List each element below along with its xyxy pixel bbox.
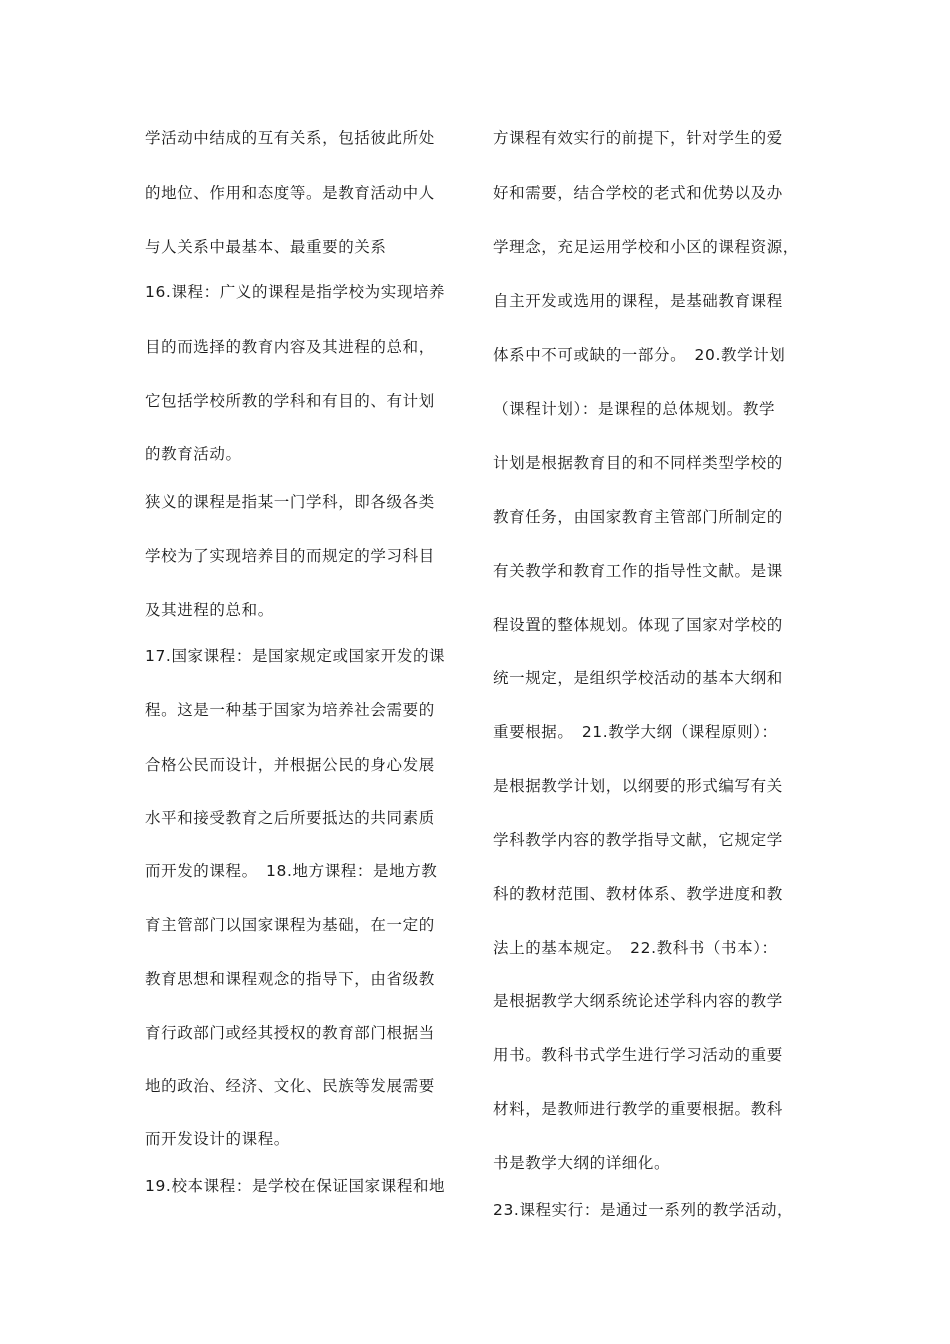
text-line: 16.课程：广义的课程是指学校为实现培养	[145, 283, 446, 301]
text-line: 是根据教学大纲系统论述学科内容的教学	[493, 992, 783, 1010]
text-line: 学活动中结成的互有关系，包括彼此所处	[145, 129, 435, 147]
text-line: 教育思想和课程观念的指导下，由省级教	[145, 970, 435, 988]
text-line: 水平和接受教育之后所要抵达的共同素质	[145, 809, 435, 827]
text-line: 学校为了实现培养目的而规定的学习科目	[145, 547, 435, 565]
text-line: 它包括学校所教的学科和有目的、有计划	[145, 392, 435, 410]
text-line: 而开发设计的课程。	[145, 1130, 290, 1148]
text-line: 科的教材范围、教材体系、教学进度和教	[493, 885, 783, 903]
text-line: 自主开发或选用的课程，是基础教育课程	[493, 292, 783, 310]
text-line: 及其进程的总和。	[145, 601, 274, 619]
text-line: 统一规定，是组织学校活动的基本大纲和	[493, 669, 783, 687]
text-line: 而开发的课程。 18.地方课程：是地方教	[145, 862, 438, 880]
text-line: （课程计划）：是课程的总体规划。教学	[493, 400, 776, 418]
text-line: 与人关系中最基本、最重要的关系	[145, 238, 387, 256]
text-line: 材料，是教师进行教学的重要根据。教科	[493, 1100, 783, 1118]
text-line: 的教育活动。	[145, 445, 242, 463]
text-line: 好和需要，结合学校的老式和优势以及办	[493, 184, 783, 202]
text-line: 方课程有效实行的前提下，针对学生的爱	[493, 129, 783, 147]
text-line: 书是教学大纲的详细化。	[493, 1154, 671, 1172]
text-line: 法上的基本规定。 22.教科书（书本）：	[493, 939, 778, 957]
text-line: 17.国家课程：是国家规定或国家开发的课	[145, 647, 446, 665]
text-line: 地的政治、经济、文化、民族等发展需要	[145, 1077, 435, 1095]
text-line: 重要根据。 21.教学大纲（课程原则）：	[493, 723, 778, 741]
text-line: 育行政部门或经其授权的教育部门根据当	[145, 1024, 435, 1042]
text-line: 23.课程实行：是通过一系列的教学活动，	[493, 1201, 794, 1219]
text-line: 用书。教科书式学生进行学习活动的重要	[493, 1046, 783, 1064]
text-line: 狭义的课程是指某一门学科，即各级各类	[145, 493, 435, 511]
text-line: 的地位、作用和态度等。是教育活动中人	[145, 184, 435, 202]
text-line: 19.校本课程：是学校在保证国家课程和地	[145, 1177, 446, 1195]
text-line: 体系中不可或缺的一部分。 20.教学计划	[493, 346, 786, 364]
text-line: 有关教学和教育工作的指导性文献。是课	[493, 562, 783, 580]
text-line: 程设置的整体规划。体现了国家对学校的	[493, 616, 783, 634]
text-line: 育主管部门以国家课程为基础，在一定的	[145, 916, 435, 934]
text-line: 是根据教学计划，以纲要的形式编写有关	[493, 777, 783, 795]
text-line: 合格公民而设计，并根据公民的身心发展	[145, 756, 435, 774]
text-line: 目的而选择的教育内容及其进程的总和，	[145, 338, 435, 356]
text-line: 程。这是一种基于国家为培养社会需要的	[145, 701, 435, 719]
text-line: 学理念，充足运用学校和小区的课程资源，	[493, 238, 799, 256]
text-line: 学科教学内容的教学指导文献，它规定学	[493, 831, 783, 849]
text-line: 教育任务，由国家教育主管部门所制定的	[493, 508, 783, 526]
text-line: 计划是根据教育目的和不同样类型学校的	[493, 454, 783, 472]
